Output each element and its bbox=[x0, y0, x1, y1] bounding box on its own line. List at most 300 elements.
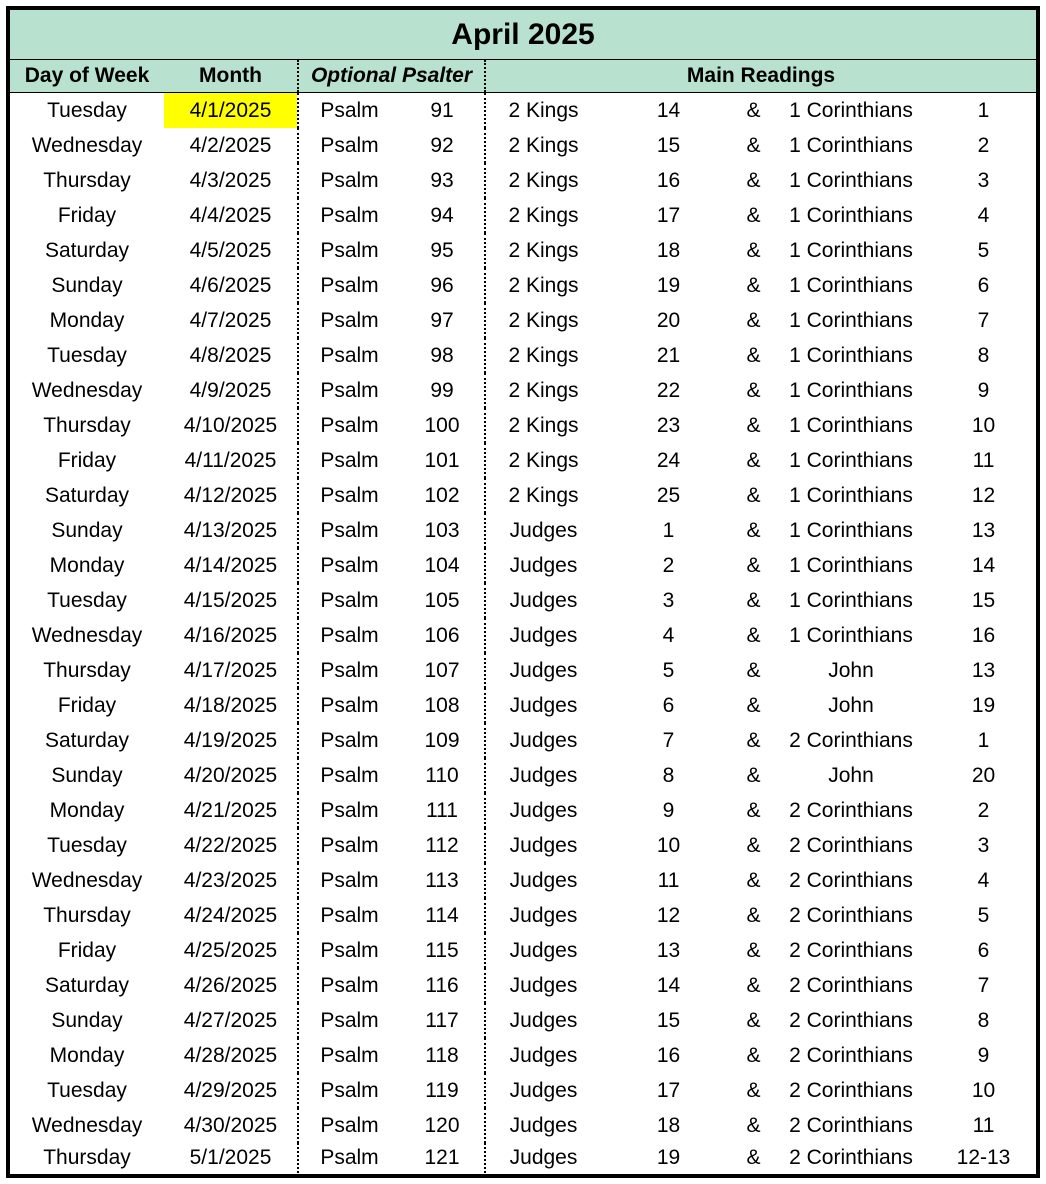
psalm-number-cell[interactable]: 112 bbox=[400, 828, 486, 863]
ampersand-cell[interactable]: & bbox=[746, 238, 761, 262]
psalm-number-cell[interactable]: 113 bbox=[400, 863, 486, 898]
nt-book-cell[interactable]: 1 Corinthians bbox=[789, 623, 913, 647]
psalm-number-cell[interactable]: 117 bbox=[400, 1003, 486, 1038]
ampersand-cell[interactable]: & bbox=[746, 98, 761, 122]
date-cell[interactable]: 4/23/2025 bbox=[164, 863, 299, 898]
ot-chapter-cell[interactable]: 17 bbox=[656, 203, 681, 227]
day-cell[interactable]: Thursday bbox=[43, 658, 131, 682]
ampersand-cell[interactable]: & bbox=[746, 308, 761, 332]
ot-chapter-cell[interactable]: 23 bbox=[656, 413, 681, 437]
ampersand-cell[interactable]: & bbox=[746, 1113, 761, 1137]
date-cell[interactable]: 5/1/2025 bbox=[164, 1143, 299, 1173]
ampersand-cell[interactable]: & bbox=[746, 413, 761, 437]
ot-book-cell[interactable]: Judges bbox=[509, 938, 578, 962]
ampersand-cell[interactable]: & bbox=[746, 273, 761, 297]
ampersand-cell[interactable]: & bbox=[746, 903, 761, 927]
ampersand-cell[interactable]: & bbox=[746, 623, 761, 647]
day-cell[interactable]: Friday bbox=[57, 203, 117, 227]
ampersand-cell[interactable]: & bbox=[746, 833, 761, 857]
day-cell[interactable]: Wednesday bbox=[31, 868, 143, 892]
nt-book-cell[interactable]: 2 Corinthians bbox=[789, 1043, 913, 1067]
psalm-number-cell[interactable]: 107 bbox=[400, 653, 486, 688]
ot-chapter-cell[interactable]: 11 bbox=[657, 868, 680, 892]
nt-book-cell[interactable]: 1 Corinthians bbox=[789, 588, 913, 612]
table-row bbox=[10, 583, 1036, 618]
date-cell[interactable]: 4/4/2025 bbox=[164, 198, 299, 233]
nt-chapter-cell[interactable]: 7 bbox=[977, 973, 990, 997]
header-optional-psalter: Optional Psalter bbox=[299, 60, 486, 92]
nt-chapter-cell[interactable]: 13 bbox=[971, 658, 996, 682]
ot-chapter-cell[interactable]: 1 bbox=[662, 518, 675, 542]
ampersand-cell[interactable]: & bbox=[746, 518, 761, 542]
day-cell[interactable]: Wednesday bbox=[31, 133, 143, 157]
nt-chapter-cell[interactable]: 9 bbox=[977, 378, 990, 402]
nt-chapter-cell[interactable]: 3 bbox=[977, 833, 990, 857]
ampersand-cell[interactable]: & bbox=[746, 693, 761, 717]
nt-chapter-cell[interactable]: 2 bbox=[977, 798, 990, 822]
table-row bbox=[10, 303, 1036, 338]
psalm-label-cell[interactable]: Psalm bbox=[320, 1078, 379, 1102]
table-row bbox=[10, 93, 1036, 128]
ot-chapter-cell[interactable]: 12 bbox=[656, 903, 681, 927]
ot-chapter-cell[interactable]: 13 bbox=[656, 938, 681, 962]
nt-book-cell[interactable]: 1 Corinthians bbox=[789, 343, 913, 367]
ot-chapter-cell[interactable]: 14 bbox=[656, 98, 681, 122]
psalm-number-cell[interactable]: 110 bbox=[400, 758, 486, 793]
date-cell[interactable]: 4/10/2025 bbox=[164, 408, 299, 443]
header-day-of-week: Day of Week bbox=[24, 64, 150, 87]
nt-book-cell[interactable]: 2 Corinthians bbox=[789, 833, 913, 857]
nt-book-cell[interactable]: 1 Corinthians bbox=[789, 483, 913, 507]
nt-chapter-cell[interactable]: 1 bbox=[977, 98, 990, 122]
ot-chapter-cell[interactable]: 15 bbox=[656, 1008, 681, 1032]
nt-chapter-cell[interactable]: 3 bbox=[977, 168, 990, 192]
nt-book-cell[interactable]: 2 Corinthians bbox=[789, 1008, 913, 1032]
nt-book-cell[interactable]: 1 Corinthians bbox=[789, 238, 913, 262]
date-cell[interactable]: 4/24/2025 bbox=[164, 898, 299, 933]
table-row bbox=[10, 1038, 1036, 1073]
ampersand-cell[interactable]: & bbox=[746, 168, 761, 192]
table-row bbox=[10, 653, 1036, 688]
day-cell[interactable]: Sunday bbox=[51, 763, 123, 787]
ot-book-cell[interactable]: 2 Kings bbox=[508, 378, 579, 402]
psalm-number-cell[interactable]: 100 bbox=[400, 408, 486, 443]
date-cell[interactable]: 4/3/2025 bbox=[164, 163, 299, 198]
ot-chapter-cell[interactable]: 9 bbox=[662, 798, 675, 822]
nt-book-cell[interactable]: 2 Corinthians bbox=[789, 1078, 913, 1102]
day-cell[interactable]: Wednesday bbox=[31, 1113, 143, 1137]
table-row bbox=[10, 758, 1036, 793]
psalm-label-cell[interactable]: Psalm bbox=[320, 343, 379, 367]
day-cell[interactable]: Tuesday bbox=[47, 343, 127, 367]
day-cell[interactable]: Thursday bbox=[43, 903, 131, 927]
date-cell[interactable]: 4/29/2025 bbox=[164, 1073, 299, 1108]
psalm-label-cell[interactable]: Psalm bbox=[320, 1113, 379, 1137]
table-row bbox=[10, 863, 1036, 898]
psalm-label-cell[interactable]: Psalm bbox=[320, 238, 379, 262]
ot-chapter-cell[interactable]: 3 bbox=[662, 588, 675, 612]
ot-book-cell[interactable]: Judges bbox=[509, 728, 578, 752]
day-cell[interactable]: Tuesday bbox=[47, 1078, 127, 1102]
psalm-number-cell[interactable]: 102 bbox=[400, 478, 486, 513]
nt-chapter-cell[interactable]: 1 bbox=[977, 728, 990, 752]
nt-chapter-cell[interactable]: 14 bbox=[971, 553, 996, 577]
psalm-label-cell[interactable]: Psalm bbox=[320, 693, 379, 717]
nt-book-cell[interactable]: 1 Corinthians bbox=[789, 448, 913, 472]
date-cell[interactable]: 4/25/2025 bbox=[164, 933, 299, 968]
psalm-number-cell[interactable]: 91 bbox=[400, 93, 486, 128]
table-row bbox=[10, 268, 1036, 303]
psalm-number-cell[interactable]: 105 bbox=[400, 583, 486, 618]
day-cell[interactable]: Saturday bbox=[44, 238, 130, 262]
date-cell[interactable]: 4/26/2025 bbox=[164, 968, 299, 1003]
psalm-label-cell[interactable]: Psalm bbox=[320, 798, 379, 822]
psalm-label-cell[interactable]: Psalm bbox=[320, 483, 379, 507]
psalm-number-cell[interactable]: 114 bbox=[400, 898, 486, 933]
ot-chapter-cell[interactable]: 4 bbox=[662, 623, 675, 647]
date-cell[interactable]: 4/27/2025 bbox=[164, 1003, 299, 1038]
psalm-number-cell[interactable]: 120 bbox=[400, 1108, 486, 1143]
date-cell[interactable]: 4/2/2025 bbox=[164, 128, 299, 163]
ot-book-cell[interactable]: 2 Kings bbox=[508, 133, 579, 157]
psalm-label-cell[interactable]: Psalm bbox=[320, 1008, 379, 1032]
psalm-label-cell[interactable]: Psalm bbox=[320, 658, 379, 682]
psalm-number-cell[interactable]: 119 bbox=[400, 1073, 486, 1108]
day-cell[interactable]: Friday bbox=[57, 693, 117, 717]
ampersand-cell[interactable]: & bbox=[746, 448, 761, 472]
ot-book-cell[interactable]: Judges bbox=[509, 1078, 578, 1102]
psalm-number-cell[interactable]: 116 bbox=[400, 968, 486, 1003]
ampersand-cell[interactable]: & bbox=[746, 133, 761, 157]
table-row bbox=[10, 968, 1036, 1003]
nt-chapter-cell[interactable]: 10 bbox=[971, 413, 996, 437]
psalm-number-cell[interactable]: 97 bbox=[400, 303, 486, 338]
nt-book-cell[interactable]: 2 Corinthians bbox=[789, 868, 913, 892]
date-cell[interactable]: 4/5/2025 bbox=[164, 233, 299, 268]
psalm-label-cell[interactable]: Psalm bbox=[320, 623, 379, 647]
table-row bbox=[10, 478, 1036, 513]
day-cell[interactable]: Friday bbox=[57, 448, 117, 472]
ampersand-cell[interactable]: & bbox=[746, 1078, 761, 1102]
psalm-label-cell[interactable]: Psalm bbox=[320, 868, 379, 892]
date-cell[interactable]: 4/14/2025 bbox=[164, 548, 299, 583]
table-row bbox=[10, 198, 1036, 233]
ampersand-cell[interactable]: & bbox=[746, 343, 761, 367]
day-cell[interactable]: Wednesday bbox=[31, 378, 143, 402]
ot-book-cell[interactable]: Judges bbox=[509, 973, 578, 997]
psalm-label-cell[interactable]: Psalm bbox=[320, 203, 379, 227]
psalm-label-cell[interactable]: Psalm bbox=[320, 763, 379, 787]
nt-book-cell[interactable]: 1 Corinthians bbox=[789, 553, 913, 577]
ot-book-cell[interactable]: 2 Kings bbox=[508, 308, 579, 332]
ot-chapter-cell[interactable]: 8 bbox=[662, 763, 675, 787]
ot-chapter-cell[interactable]: 24 bbox=[656, 448, 681, 472]
date-cell[interactable]: 4/17/2025 bbox=[164, 653, 299, 688]
ot-chapter-cell[interactable]: 7 bbox=[662, 728, 675, 752]
date-cell[interactable]: 4/21/2025 bbox=[164, 793, 299, 828]
psalm-label-cell[interactable]: Psalm bbox=[320, 833, 379, 857]
day-cell[interactable]: Monday bbox=[49, 1043, 125, 1067]
day-cell[interactable]: Tuesday bbox=[47, 833, 127, 857]
ampersand-cell[interactable]: & bbox=[746, 588, 761, 612]
table-row bbox=[10, 898, 1036, 933]
ot-book-cell[interactable]: 2 Kings bbox=[508, 343, 579, 367]
ampersand-cell[interactable]: & bbox=[746, 378, 761, 402]
day-cell[interactable]: Saturday bbox=[44, 728, 130, 752]
date-cell[interactable]: 4/22/2025 bbox=[164, 828, 299, 863]
psalm-number-cell[interactable]: 104 bbox=[400, 548, 486, 583]
ot-book-cell[interactable]: Judges bbox=[509, 868, 578, 892]
ot-chapter-cell[interactable]: 10 bbox=[656, 833, 681, 857]
nt-book-cell[interactable]: 2 Corinthians bbox=[789, 1146, 913, 1169]
psalm-number-cell[interactable]: 111 bbox=[400, 793, 486, 828]
psalm-label-cell[interactable]: Psalm bbox=[320, 518, 379, 542]
psalm-number-cell[interactable]: 99 bbox=[400, 373, 486, 408]
date-cell[interactable]: 4/28/2025 bbox=[164, 1038, 299, 1073]
day-cell[interactable]: Tuesday bbox=[47, 588, 127, 612]
nt-chapter-cell[interactable]: 11 bbox=[972, 448, 995, 472]
day-cell[interactable]: Monday bbox=[49, 553, 125, 577]
nt-chapter-cell[interactable]: 2 bbox=[977, 133, 990, 157]
psalm-label-cell[interactable]: Psalm bbox=[320, 938, 379, 962]
nt-chapter-cell[interactable]: 4 bbox=[977, 868, 990, 892]
ot-chapter-cell[interactable]: 5 bbox=[662, 658, 675, 682]
nt-book-cell[interactable]: 1 Corinthians bbox=[789, 273, 913, 297]
ot-book-cell[interactable]: Judges bbox=[509, 833, 578, 857]
nt-book-cell[interactable]: 1 Corinthians bbox=[789, 98, 913, 122]
ot-chapter-cell[interactable]: 22 bbox=[656, 378, 681, 402]
day-cell[interactable]: Thursday bbox=[43, 413, 131, 437]
table-row bbox=[10, 1108, 1036, 1143]
ampersand-cell[interactable]: & bbox=[746, 483, 761, 507]
day-cell[interactable]: Monday bbox=[49, 798, 125, 822]
day-cell[interactable]: Friday bbox=[57, 938, 117, 962]
ot-book-cell[interactable]: Judges bbox=[509, 903, 578, 927]
ot-book-cell[interactable]: Judges bbox=[509, 1043, 578, 1067]
nt-chapter-cell[interactable]: 16 bbox=[971, 623, 996, 647]
nt-book-cell[interactable]: 1 Corinthians bbox=[789, 378, 913, 402]
psalm-number-cell[interactable]: 115 bbox=[400, 933, 486, 968]
nt-chapter-cell[interactable]: 7 bbox=[977, 308, 990, 332]
psalm-label-cell[interactable]: Psalm bbox=[320, 378, 379, 402]
ampersand-cell[interactable]: & bbox=[746, 1146, 761, 1169]
ampersand-cell[interactable]: & bbox=[746, 973, 761, 997]
date-cell[interactable] bbox=[164, 93, 299, 128]
day-cell[interactable]: Monday bbox=[49, 308, 125, 332]
nt-book-cell[interactable]: 2 Corinthians bbox=[789, 728, 913, 752]
nt-chapter-cell[interactable]: 13 bbox=[971, 518, 996, 542]
date-cell[interactable]: 4/8/2025 bbox=[164, 338, 299, 373]
date-cell[interactable]: 4/18/2025 bbox=[164, 688, 299, 723]
psalm-label-cell[interactable]: Psalm bbox=[320, 1146, 379, 1169]
nt-chapter-cell[interactable]: 19 bbox=[971, 693, 996, 717]
ampersand-cell[interactable]: & bbox=[746, 763, 761, 787]
date-cell[interactable]: 4/20/2025 bbox=[164, 758, 299, 793]
date-cell[interactable]: 4/9/2025 bbox=[164, 373, 299, 408]
psalm-number-cell[interactable]: 118 bbox=[400, 1038, 486, 1073]
nt-book-cell[interactable]: 2 Corinthians bbox=[789, 903, 913, 927]
nt-chapter-cell[interactable]: 6 bbox=[977, 938, 990, 962]
ampersand-cell[interactable]: & bbox=[746, 1043, 761, 1067]
nt-chapter-cell[interactable]: 9 bbox=[977, 1043, 990, 1067]
ot-chapter-cell[interactable]: 18 bbox=[656, 238, 681, 262]
nt-chapter-cell[interactable]: 8 bbox=[977, 343, 990, 367]
date-cell[interactable]: 4/19/2025 bbox=[164, 723, 299, 758]
ot-book-cell[interactable]: 2 Kings bbox=[508, 273, 579, 297]
date-cell[interactable]: 4/12/2025 bbox=[164, 478, 299, 513]
psalm-label-cell[interactable]: Psalm bbox=[320, 448, 379, 472]
ot-book-cell[interactable]: 2 Kings bbox=[508, 448, 579, 472]
table-row bbox=[10, 548, 1036, 583]
date-cell[interactable]: 4/15/2025 bbox=[164, 583, 299, 618]
nt-chapter-cell[interactable]: 8 bbox=[977, 1008, 990, 1032]
ot-book-cell[interactable]: Judges bbox=[509, 798, 578, 822]
ot-book-cell[interactable]: Judges bbox=[509, 693, 578, 717]
nt-chapter-cell[interactable]: 10 bbox=[971, 1078, 996, 1102]
psalm-number-cell[interactable]: 98 bbox=[400, 338, 486, 373]
nt-chapter-cell[interactable]: 4 bbox=[977, 203, 990, 227]
nt-chapter-cell[interactable]: 6 bbox=[977, 273, 990, 297]
psalm-number-cell[interactable]: 109 bbox=[400, 723, 486, 758]
ot-chapter-cell[interactable]: 15 bbox=[656, 133, 681, 157]
psalm-label-cell[interactable]: Psalm bbox=[320, 308, 379, 332]
ampersand-cell[interactable]: & bbox=[746, 798, 761, 822]
ot-book-cell[interactable]: 2 Kings bbox=[508, 413, 579, 437]
ot-chapter-cell[interactable]: 14 bbox=[656, 973, 681, 997]
ampersand-cell[interactable]: & bbox=[746, 553, 761, 577]
ot-chapter-cell[interactable]: 6 bbox=[662, 693, 675, 717]
psalm-label-cell[interactable]: Psalm bbox=[320, 553, 379, 577]
day-cell[interactable]: Thursday bbox=[43, 168, 131, 192]
day-cell[interactable]: Thursday bbox=[43, 1146, 131, 1169]
date-cell[interactable]: 4/11/2025 bbox=[164, 443, 299, 478]
ot-book-cell[interactable]: Judges bbox=[509, 1146, 578, 1169]
ampersand-cell[interactable]: & bbox=[746, 868, 761, 892]
ampersand-cell[interactable]: & bbox=[746, 1008, 761, 1032]
psalm-label-cell[interactable]: Psalm bbox=[320, 133, 379, 157]
psalm-number-cell[interactable]: 94 bbox=[400, 198, 486, 233]
nt-chapter-cell[interactable]: 5 bbox=[977, 903, 990, 927]
nt-book-cell[interactable]: 2 Corinthians bbox=[789, 938, 913, 962]
ot-book-cell[interactable]: 2 Kings bbox=[508, 98, 579, 122]
ot-book-cell[interactable]: Judges bbox=[509, 588, 578, 612]
nt-chapter-cell[interactable]: 11 bbox=[972, 1113, 995, 1137]
nt-book-cell[interactable]: John bbox=[828, 658, 874, 682]
psalm-label-cell[interactable]: Psalm bbox=[320, 728, 379, 752]
ot-chapter-cell[interactable]: 16 bbox=[656, 168, 681, 192]
date-cell[interactable]: 4/7/2025 bbox=[164, 303, 299, 338]
psalm-label-cell[interactable]: Psalm bbox=[320, 973, 379, 997]
ot-chapter-cell[interactable]: 16 bbox=[656, 1043, 681, 1067]
psalm-label-cell[interactable]: Psalm bbox=[320, 413, 379, 437]
ot-chapter-cell[interactable]: 18 bbox=[656, 1113, 681, 1137]
ot-chapter-cell[interactable]: 21 bbox=[656, 343, 681, 367]
ot-chapter-cell[interactable]: 25 bbox=[656, 483, 681, 507]
ot-book-cell[interactable]: 2 Kings bbox=[508, 238, 579, 262]
table-row bbox=[10, 933, 1036, 968]
nt-book-cell[interactable]: 1 Corinthians bbox=[789, 308, 913, 332]
date-cell[interactable]: 4/16/2025 bbox=[164, 618, 299, 653]
table-row bbox=[10, 408, 1036, 443]
day-cell[interactable]: Wednesday bbox=[31, 623, 143, 647]
table-row bbox=[10, 338, 1036, 373]
ot-book-cell[interactable]: Judges bbox=[509, 763, 578, 787]
nt-chapter-cell[interactable]: 20 bbox=[971, 763, 996, 787]
ot-book-cell[interactable]: 2 Kings bbox=[508, 483, 579, 507]
ot-chapter-cell[interactable]: 2 bbox=[662, 553, 675, 577]
nt-chapter-cell[interactable]: 12-13 bbox=[956, 1146, 1011, 1169]
nt-book-cell[interactable]: 2 Corinthians bbox=[789, 1113, 913, 1137]
psalm-number-cell[interactable]: 95 bbox=[400, 233, 486, 268]
nt-book-cell[interactable]: 1 Corinthians bbox=[789, 133, 913, 157]
ot-book-cell[interactable]: Judges bbox=[509, 1008, 578, 1032]
day-cell[interactable]: Sunday bbox=[51, 273, 123, 297]
ot-book-cell[interactable]: Judges bbox=[509, 553, 578, 577]
day-cell[interactable]: Tuesday bbox=[47, 98, 127, 122]
psalm-number-cell[interactable]: 121 bbox=[400, 1143, 486, 1173]
psalm-number-cell[interactable]: 103 bbox=[400, 513, 486, 548]
nt-book-cell[interactable]: 1 Corinthians bbox=[789, 203, 913, 227]
day-cell[interactable]: Sunday bbox=[51, 1008, 123, 1032]
ot-chapter-cell[interactable]: 19 bbox=[656, 1146, 681, 1169]
nt-book-cell[interactable]: 1 Corinthians bbox=[789, 168, 913, 192]
psalm-label-cell[interactable]: Psalm bbox=[320, 903, 379, 927]
ot-chapter-cell[interactable]: 19 bbox=[656, 273, 681, 297]
psalm-number-cell[interactable]: 101 bbox=[400, 443, 486, 478]
ot-book-cell[interactable]: 2 Kings bbox=[508, 168, 579, 192]
ot-chapter-cell[interactable]: 17 bbox=[656, 1078, 681, 1102]
nt-book-cell[interactable]: 1 Corinthians bbox=[789, 518, 913, 542]
day-cell[interactable]: Sunday bbox=[51, 518, 123, 542]
date-cell[interactable]: 4/6/2025 bbox=[164, 268, 299, 303]
ampersand-cell[interactable]: & bbox=[746, 658, 761, 682]
ampersand-cell[interactable]: & bbox=[746, 203, 761, 227]
nt-book-cell[interactable]: John bbox=[828, 763, 874, 787]
psalm-label-cell[interactable]: Psalm bbox=[320, 168, 379, 192]
ot-book-cell[interactable]: 2 Kings bbox=[508, 203, 579, 227]
nt-book-cell[interactable]: 1 Corinthians bbox=[789, 413, 913, 437]
ot-book-cell[interactable]: Judges bbox=[509, 518, 578, 542]
psalm-label-cell[interactable]: Psalm bbox=[320, 1043, 379, 1067]
date-cell[interactable]: 4/30/2025 bbox=[164, 1108, 299, 1143]
psalm-number-cell[interactable]: 96 bbox=[400, 268, 486, 303]
ot-chapter-cell[interactable]: 20 bbox=[656, 308, 681, 332]
psalm-number-cell[interactable]: 106 bbox=[400, 618, 486, 653]
table-row bbox=[10, 723, 1036, 758]
table-row bbox=[10, 828, 1036, 863]
ampersand-cell[interactable]: & bbox=[746, 728, 761, 752]
ampersand-cell[interactable]: & bbox=[746, 938, 761, 962]
ot-book-cell[interactable]: Judges bbox=[509, 1113, 578, 1137]
date-cell[interactable]: 4/13/2025 bbox=[164, 513, 299, 548]
nt-book-cell[interactable]: 2 Corinthians bbox=[789, 973, 913, 997]
ot-book-cell[interactable]: Judges bbox=[509, 623, 578, 647]
nt-book-cell[interactable]: 2 Corinthians bbox=[789, 798, 913, 822]
day-cell[interactable]: Saturday bbox=[44, 483, 130, 507]
nt-chapter-cell[interactable]: 12 bbox=[971, 483, 996, 507]
psalm-number-cell[interactable]: 108 bbox=[400, 688, 486, 723]
psalm-label-cell[interactable]: Psalm bbox=[320, 273, 379, 297]
nt-book-cell[interactable]: John bbox=[828, 693, 874, 717]
nt-chapter-cell[interactable]: 15 bbox=[971, 588, 996, 612]
psalm-number-cell[interactable]: 93 bbox=[400, 163, 486, 198]
ot-book-cell[interactable]: Judges bbox=[509, 658, 578, 682]
psalm-number-cell[interactable]: 92 bbox=[400, 128, 486, 163]
day-cell[interactable]: Saturday bbox=[44, 973, 130, 997]
psalm-label-cell[interactable]: Psalm bbox=[320, 98, 379, 122]
psalm-label-cell[interactable]: Psalm bbox=[320, 588, 379, 612]
nt-chapter-cell[interactable]: 5 bbox=[977, 238, 990, 262]
